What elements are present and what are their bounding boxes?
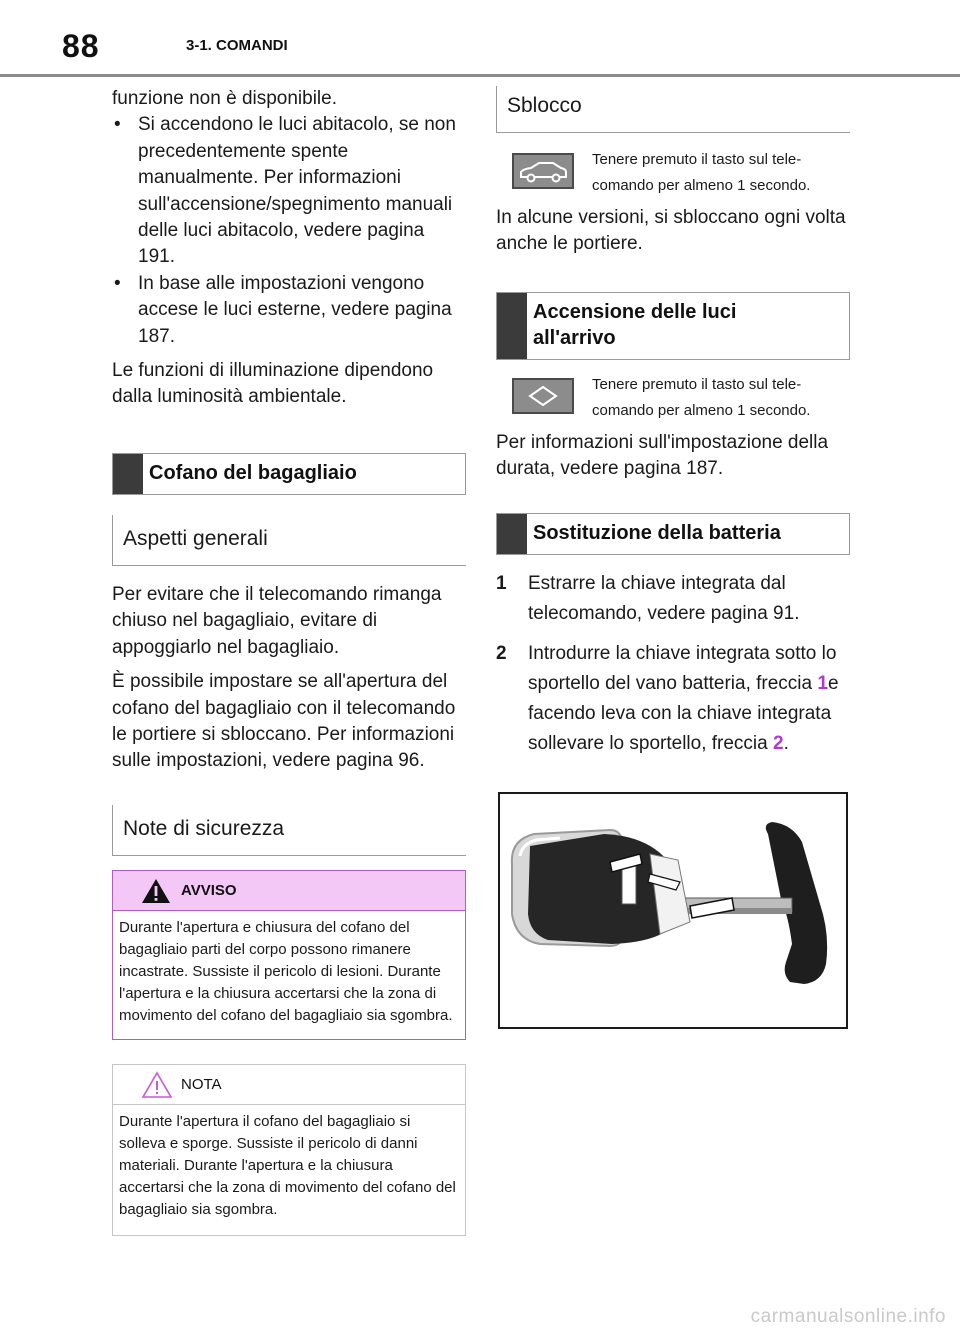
- bullet-text: In base alle impostazioni vengono accese le luci esterne, vedere pagina 187.: [138, 272, 452, 347]
- heading-bar: [113, 454, 143, 494]
- subheading-general: Aspetti generali: [112, 515, 466, 566]
- step-text-part: e facendo leva con la chiave integrata sollevare lo sportello, freccia: [528, 672, 839, 754]
- note-text: Durante l'apertura il cofano del bagagliaio si solleva e sporge. Sussiste il pericolo di danni materiali. Durante l'apertura e la chiusura accertarsi che la zona di movimento del cofano del bagagliaio sia sgombra.: [119, 1112, 456, 1218]
- section-heading-trunk: [112, 453, 466, 495]
- lighting-note: Le funzioni di illuminazione dipendono dalla luminosità ambientale.: [112, 360, 434, 408]
- unlock-instruction-line-2: comando per almeno 1 secondo.: [592, 177, 811, 194]
- outline-triangle-icon: [141, 1071, 173, 1099]
- note-box: [112, 1064, 466, 1236]
- warning-text: Durante l'apertura e chiusura del cofano del bagagliaio parti del corpo possono rimanere incastrate. Sussiste il pericolo di lesioni. Durante l'apertura e la chiusura accertarsi che la zona di movimento del cofano del bagagliaio sia sgombra.: [119, 918, 453, 1024]
- car-unlock-icon: [512, 153, 574, 189]
- arrival-instruction-line-2: comando per almeno 1 secondo.: [592, 401, 811, 419]
- heading-bar: [497, 514, 527, 554]
- unlock-instruction-line-1: Tenere premuto il tasto sul tele-: [592, 151, 802, 168]
- note-title: NOTA: [181, 1075, 222, 1093]
- heading-text: Cofano del bagagliaio: [149, 461, 357, 484]
- heading-text: [527, 293, 746, 359]
- section-heading-arrival: [496, 292, 850, 360]
- arrival-instruction-line-1: Tenere premuto il tasto sul tele-: [592, 375, 802, 393]
- page-number: 88: [62, 28, 100, 64]
- arrival-instruction: [496, 372, 850, 424]
- step-number: 2: [496, 642, 507, 664]
- warning-box: [112, 870, 466, 1040]
- page-header: [0, 0, 960, 78]
- heading-bar: [497, 293, 527, 359]
- right-column: [496, 86, 850, 769]
- diamond-light-icon: [512, 378, 574, 414]
- section-heading-battery: [496, 513, 850, 555]
- warning-header: [113, 871, 465, 911]
- bullet-item: [112, 271, 466, 350]
- bullet-text: Si accendono le luci abitacolo, se non precedentemente spente manualmente. Per informazioni sull'accensione/spegnimento manuali delle luci abitacolo, vedere pagina 191.: [138, 114, 456, 268]
- step-item: [496, 569, 850, 629]
- arrival-instruction-text: [592, 372, 810, 424]
- battery-steps: [496, 569, 850, 759]
- left-column: [112, 86, 466, 1236]
- key-fob-drawing: [500, 794, 846, 1027]
- bullet-dot: •: [114, 114, 121, 136]
- unlock-instruction: [496, 147, 850, 199]
- step-number: 1: [496, 572, 507, 594]
- warning-title: AVVISO: [181, 881, 237, 899]
- key-fob-illustration: [498, 792, 848, 1029]
- heading-line-1: Accensione delle luci: [533, 300, 737, 323]
- subheading-unlock: Sblocco: [496, 86, 850, 133]
- step-text: Estrarre la chiave integrata dal telecomando, vedere pagina 91.: [528, 572, 800, 624]
- step-text-part: Introdurre la chiave integrata sotto lo sportello del vano batteria, freccia: [528, 642, 837, 694]
- bullet-dot: •: [114, 272, 121, 294]
- arrow-ref-1: 1: [817, 672, 828, 694]
- arrow-ref-2: 2: [773, 732, 784, 754]
- general-paragraph-2: È possibile impostare se all'apertura del cofano del bagagliaio con il telecomando le portiere si sbloccano. Per informazioni sulle impostazioni, vedere pagina 96.: [112, 671, 456, 772]
- heading-text: Sostituzione della batteria: [533, 521, 781, 544]
- step-text-part: .: [783, 732, 789, 754]
- warning-triangle-icon: [141, 878, 171, 904]
- arrival-note: Per informazioni sull'impostazione della durata, vedere pagina 187.: [496, 431, 829, 480]
- section-title: 3-1. COMANDI: [186, 37, 288, 54]
- subheading-safety: Note di sicurezza: [112, 805, 466, 856]
- bullet-item: [112, 112, 466, 270]
- step-item: [496, 639, 850, 759]
- unlock-note: In alcune versioni, si sbloccano ogni volta anche le portiere.: [496, 207, 846, 255]
- heading-line-2: all'arrivo: [533, 326, 616, 349]
- intro-text: funzione non è disponibile.: [112, 88, 338, 109]
- general-paragraph-1: Per evitare che il telecomando rimanga chiuso nel bagagliaio, evitare di appoggiarlo nel bagagliaio.: [112, 583, 442, 658]
- footer-watermark: carmanualsonline.info: [750, 1306, 946, 1327]
- header-rule: [0, 74, 960, 77]
- unlock-instruction-text: [592, 147, 810, 199]
- note-header: [113, 1065, 465, 1105]
